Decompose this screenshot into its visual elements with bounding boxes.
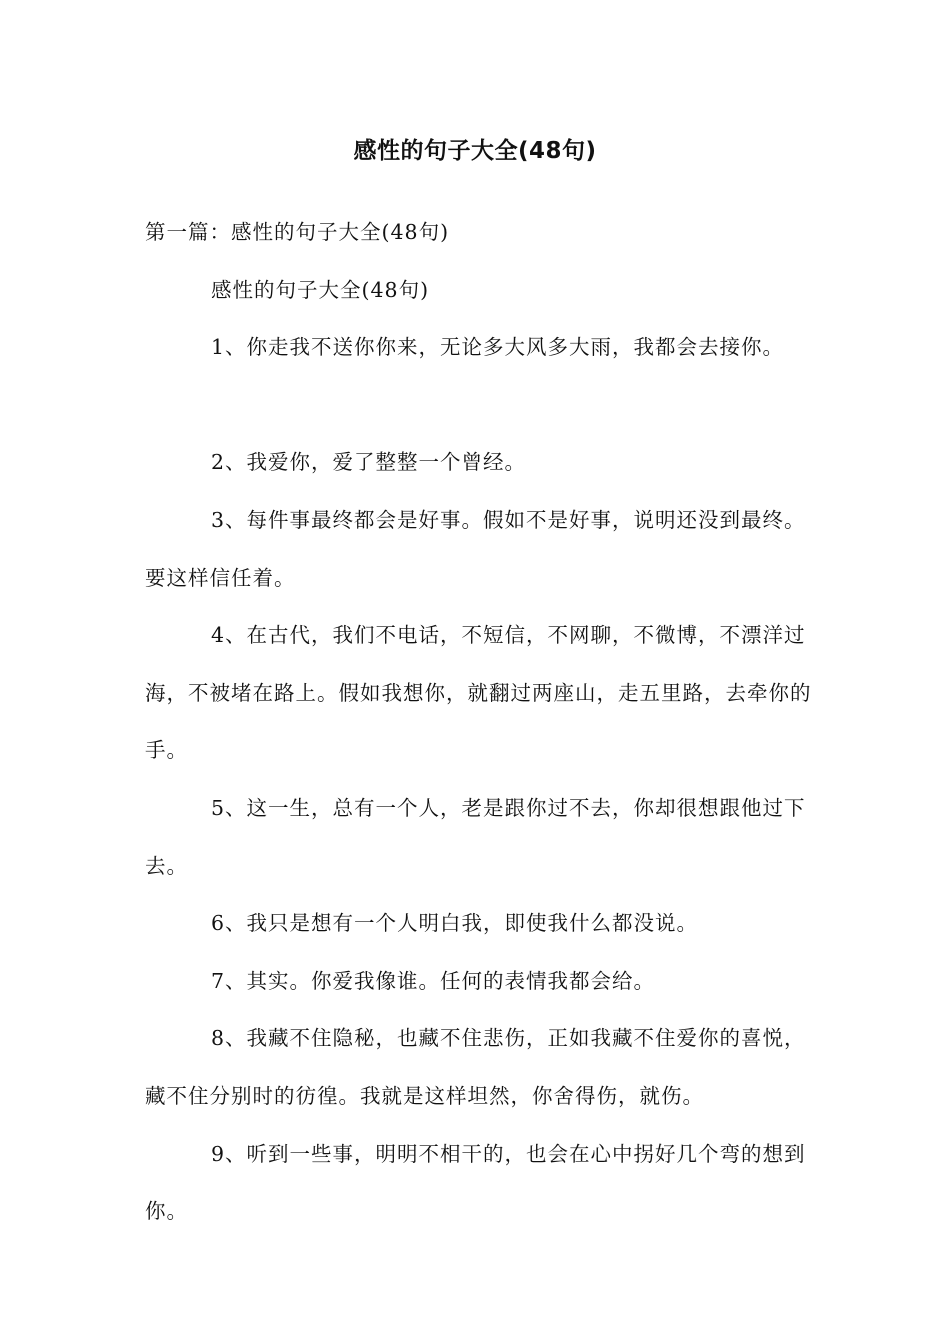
paragraph: 6、我只是想有一个人明白我，即使我什么都没说。 <box>211 911 699 936</box>
paragraph: 3、每件事最终都会是好事。假如不是好事，说明还没到最终。要这样信任着。 <box>145 507 806 590</box>
paragraph: 9、听到一些事，明明不相干的，也会在心中拐好几个弯的想到你。 <box>145 1141 806 1224</box>
paragraph: 2、我爱你，爱了整整一个曾经。 <box>211 450 527 475</box>
paragraph: 7、其实。你爱我像谁。任何的表情我都会给。 <box>211 968 656 993</box>
paragraph: 1、你走我不送你你来，无论多大风多大雨，我都会去接你。 <box>211 335 785 360</box>
blank-line <box>145 377 821 435</box>
paragraph: 5、这一生，总有一个人，老是跟你过不去，你却很想跟他过下去。 <box>145 795 806 878</box>
document-title: 感性的句子大全(48句) <box>353 138 597 164</box>
paragraph: 4、在古代，我们不电话，不短信，不网聊，不微博，不漂洋过海，不被堵在路上。假如我想你，就翻过两座山，走五里路，去牵你的手。 <box>145 623 812 763</box>
subtitle: 感性的句子大全(48句) <box>211 277 430 302</box>
section-heading: 第一篇：感性的句子大全(48句) <box>145 220 450 244</box>
paragraph: 8、我藏不住隐秘，也藏不住悲伤，正如我藏不住爱你的喜悦，藏不住分别时的彷徨。我就是这样坦然，你舍得伤，就伤。 <box>145 1026 806 1108</box>
document-body <box>145 204 821 1241</box>
